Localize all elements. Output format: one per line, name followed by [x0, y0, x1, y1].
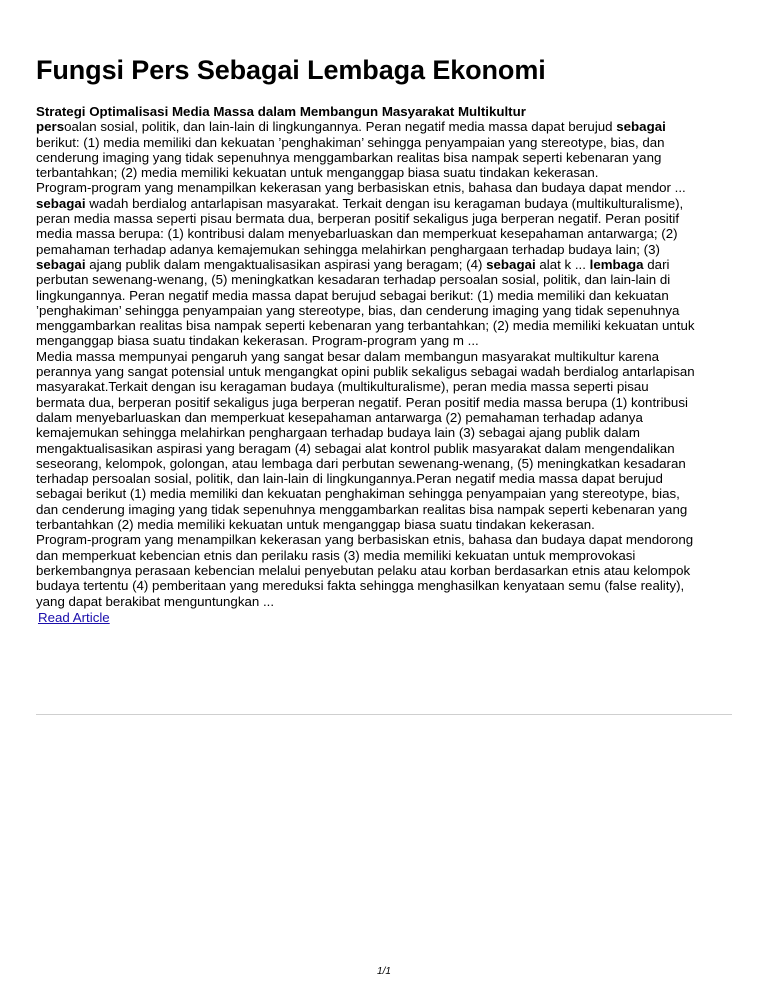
text-segment: pemahaman terhadap adanya kemajemukan sehingga melahirkan penghargaan terhadap budaya lain; (3)	[36, 241, 660, 257]
text-segment: bermata dua, berperan positif sekaligus juga berperan negatif. Peran positif media massa berupa (1) kontribusi	[36, 394, 688, 410]
paragraph-line	[36, 150, 732, 165]
text-segment: berkembangnya perasaan kebencian melalui penyebutan pelaku atau korban berdasarkan etnis atau kelompok	[36, 562, 691, 578]
paragraph-line	[36, 517, 732, 532]
text-segment: peran media massa seperti pisau bermata dua, berperan positif sekaligus juga berperan negatif. Peran positif	[36, 211, 680, 227]
divider	[36, 714, 732, 715]
text-segment: terhadap persoalan sosial, politik, dan lain-lain di lingkungannya.Peran negatif media massa dapat berujud	[36, 471, 663, 487]
text-segment: mengaktualisasikan aspirasi yang beragam (4) sebagai alat kontrol publik masyarakat dalam mengendalikan	[36, 440, 675, 456]
highlighted-term: lembaga	[589, 256, 644, 272]
paragraph-line	[36, 532, 732, 547]
paragraph-line	[36, 242, 732, 257]
paragraph-line	[36, 578, 732, 593]
paragraph-line	[36, 425, 732, 440]
highlighted-term: sebagai	[616, 119, 666, 135]
paragraph-line	[36, 594, 732, 609]
text-segment: perbutan sewenang-wenang, (5) meningkatkan kesadaran terhadap persoalan sosial, politik, dan lain-lain di	[36, 272, 671, 288]
paragraph-line	[36, 257, 732, 272]
text-segment: ’penghakiman’ sehingga penyampaian yang stereotype, bias, dan cenderung imaging yang tidak sepenuhnya	[36, 302, 680, 318]
text-segment: lingkungannya. Peran negatif media massa dapat berujud sebagai berikut: (1) media memiliki dan kekuatan	[36, 287, 669, 303]
paragraph-line	[36, 211, 732, 226]
paragraph-line	[36, 318, 732, 333]
paragraph-line	[36, 288, 732, 303]
text-segment: masyarakat.Terkait dengan isu keragaman budaya (multikulturalisme), peran media massa seperti pisau	[36, 379, 649, 395]
text-segment: wadah berdialog antarlapisan masyarakat. Terkait dengan isu keragaman budaya (multikulturalisme),	[85, 195, 684, 211]
article-block	[36, 104, 732, 626]
paragraph-line	[36, 180, 732, 195]
text-segment: sebagai berikut (1) media memiliki dan kekuatan penghakiman sehingga penyampaian yang stereotype, bias,	[36, 486, 680, 502]
paragraph-line	[36, 349, 732, 364]
highlighted-term: sebagai	[486, 256, 536, 272]
paragraph-line	[36, 303, 732, 318]
text-segment: menggambarkan realitas bisa nampak seperti kebenaran yang terbantahkan; (2) media memiliki kekuatan untuk	[36, 318, 695, 334]
paragraph-line	[36, 563, 732, 578]
text-segment: Program-program yang menampilkan kekerasan yang berbasiskan etnis, bahasa dan budaya dapat mendor ...	[36, 180, 686, 196]
paragraph-line	[36, 502, 732, 517]
text-segment: Media massa mempunyai pengaruh yang sangat besar dalam membangun masyarakat multikultur karena	[36, 348, 660, 364]
text-segment: dan memperkuat kebencian etnis dan perilaku rasis (3) media memiliki kekuatan untuk memprovokasi	[36, 547, 636, 563]
paragraph-line	[36, 410, 732, 425]
highlighted-term: sebagai	[36, 195, 86, 211]
paragraph-line	[36, 441, 732, 456]
text-segment: cenderung imaging yang tidak sepenuhnya menggambarkan realitas bisa nampak seperti kebenaran yang	[36, 149, 662, 165]
paragraph-line	[36, 486, 732, 501]
paragraph-line	[36, 364, 732, 379]
article-title: Strategi Optimalisasi Media Massa dalam Membangun Masyarakat Multikultur	[36, 104, 526, 119]
paragraph-line	[36, 226, 732, 241]
text-segment: Program-program yang menampilkan kekerasan yang berbasiskan etnis, bahasa dan budaya dapat mendorong	[36, 532, 694, 548]
paragraph-line	[36, 165, 732, 180]
text-segment: menganggap biasa suatu tindakan kekerasan. Program-program yang m ...	[36, 333, 479, 349]
page-number: 1/1	[377, 966, 391, 977]
text-segment: terbantahkan (2) media memiliki kekuatan untuk menganggap biasa suatu tindakan kekerasan.	[36, 517, 595, 533]
paragraph-line	[36, 471, 732, 486]
text-segment: seseorang, kelompok, golongan, atau lembaga dari perbutan sewenang-wenang, (5) meningkatkan kesadaran	[36, 455, 686, 471]
highlighted-term: sebagai	[36, 256, 86, 272]
paragraph-line	[36, 333, 732, 348]
paragraph-line	[36, 272, 732, 287]
paragraph-line	[36, 456, 732, 471]
text-segment: dan cenderung imaging yang tidak sepenuhnya menggambarkan realitas bisa nampak seperti kebenaran yang	[36, 501, 688, 517]
text-segment: terbantahkan; (2) media memiliki kekuatan untuk menganggap biasa suatu tindakan kekerasan.	[36, 165, 599, 181]
paragraph-line	[36, 119, 732, 134]
paragraph-line	[36, 135, 732, 150]
text-segment: kemajemukan sehingga melahirkan penghargaan terhadap budaya lain (3) sebagai ajang publik dalam	[36, 425, 640, 441]
read-article-link[interactable]: Read Article	[38, 609, 110, 625]
text-segment: perannya yang sangat potensial untuk mengangkat opini publik sekaligus sebagai wadah berdialog antarlapisan	[36, 364, 695, 380]
text-segment: media massa berupa: (1) kontribusi dalam menyebarluaskan dan memperkuat kesepahaman antarwarga; (2)	[36, 226, 678, 242]
paragraph-line	[36, 548, 732, 563]
paragraph-line	[36, 379, 732, 394]
text-segment: ajang publik dalam mengaktualisasikan aspirasi yang beragam; (4)	[85, 256, 487, 272]
article-paragraph	[36, 119, 732, 609]
text-segment: budaya tertentu (4) pemberitaan yang mereduksi fakta sehingga menghasilkan kenyataan semu (false reality),	[36, 578, 685, 594]
page-title: Fungsi Pers Sebagai Lembaga Ekonomi	[36, 55, 546, 85]
highlighted-term: pers	[36, 119, 65, 135]
text-segment: dalam menyebarluaskan dan memperkuat kesepahaman antarwarga (2) pemahaman terhadap adanya	[36, 409, 643, 425]
text-segment: dari	[643, 256, 670, 272]
paragraph-line	[36, 196, 732, 211]
text-segment: oalan sosial, politik, dan lain-lain di lingkungannya. Peran negatif media massa dapat berujud	[64, 119, 617, 135]
text-segment: alat k ...	[535, 256, 590, 272]
text-segment: yang dapat berakibat menguntungkan ...	[36, 593, 275, 609]
text-segment: berikut: (1) media memiliki dan kekuatan ’penghakiman’ sehingga penyampaian yang stereotype, bias, dan	[36, 134, 665, 150]
paragraph-line	[36, 395, 732, 410]
